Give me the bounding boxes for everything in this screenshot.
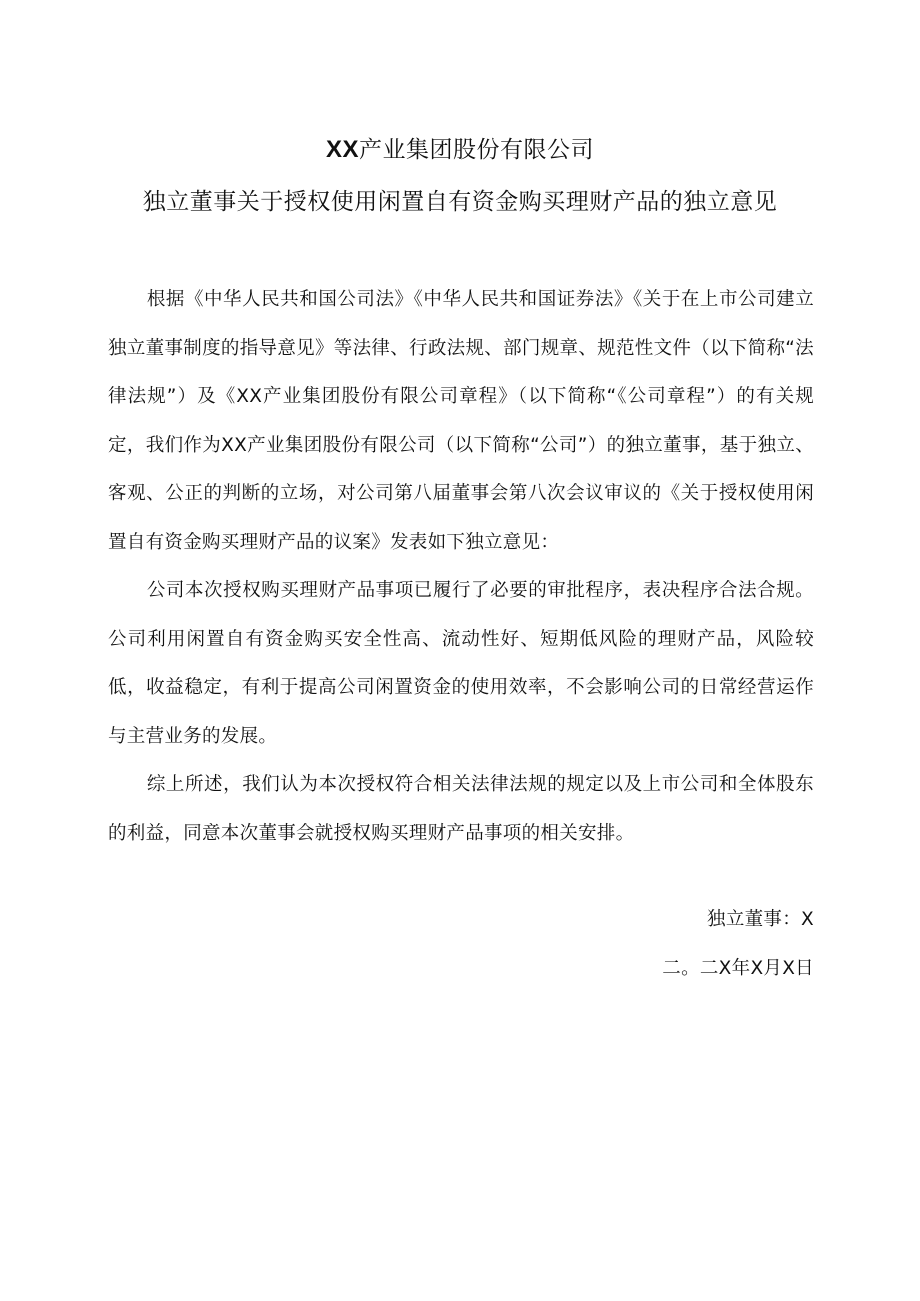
signer-line: 独立董事：X	[707, 909, 814, 930]
company-prefix: XX	[325, 136, 359, 163]
document-body	[108, 276, 814, 858]
paragraph-opinion: 公司本次授权购买理财产品事项已履行了必要的审批程序，表决程序合法合规。公司利用闲置自有资金购买安全性高、流动性好、短期低风险的理财产品，风险较低，收益稳定，有利于提高公司闲置资金的使用效率，不会影响公司的日常经营运作与主营业务的发展。	[108, 580, 814, 747]
document-title	[0, 132, 920, 168]
paragraph-conclusion: 综上所述，我们认为本次授权符合相关法律法规的规定以及上市公司和全体股东的利益，同意本次董事会就授权购买理财产品事项的相关安排。	[108, 774, 814, 844]
date-line: 二。二X年X月X日	[662, 957, 814, 979]
company-name: 产业集团股份有限公司	[359, 137, 594, 163]
document-subtitle: 独立董事关于授权使用闲置自有资金购买理财产品的独立意见	[142, 189, 778, 215]
signature-block	[662, 896, 814, 993]
paragraph-basis: 根据《中华人民共和国公司法》《中华人民共和国证券法》《关于在上市公司建立独立董事制度的指导意见》等法律、行政法规、部门规章、规范性文件（以下简称“法律法规”）及《XX产业集团股份有限公司章程》（以下简称“《公司章程”）的有关规定，我们作为XX产业集团股份有限公司（以下简称“公司”）的独立董事，基于独立、客观、公正的判断的立场，对公司第八届董事会第八次会议审议的《关于授权使用闲置自有资金购买理财产品的议案》发表如下独立意见：	[108, 289, 814, 553]
